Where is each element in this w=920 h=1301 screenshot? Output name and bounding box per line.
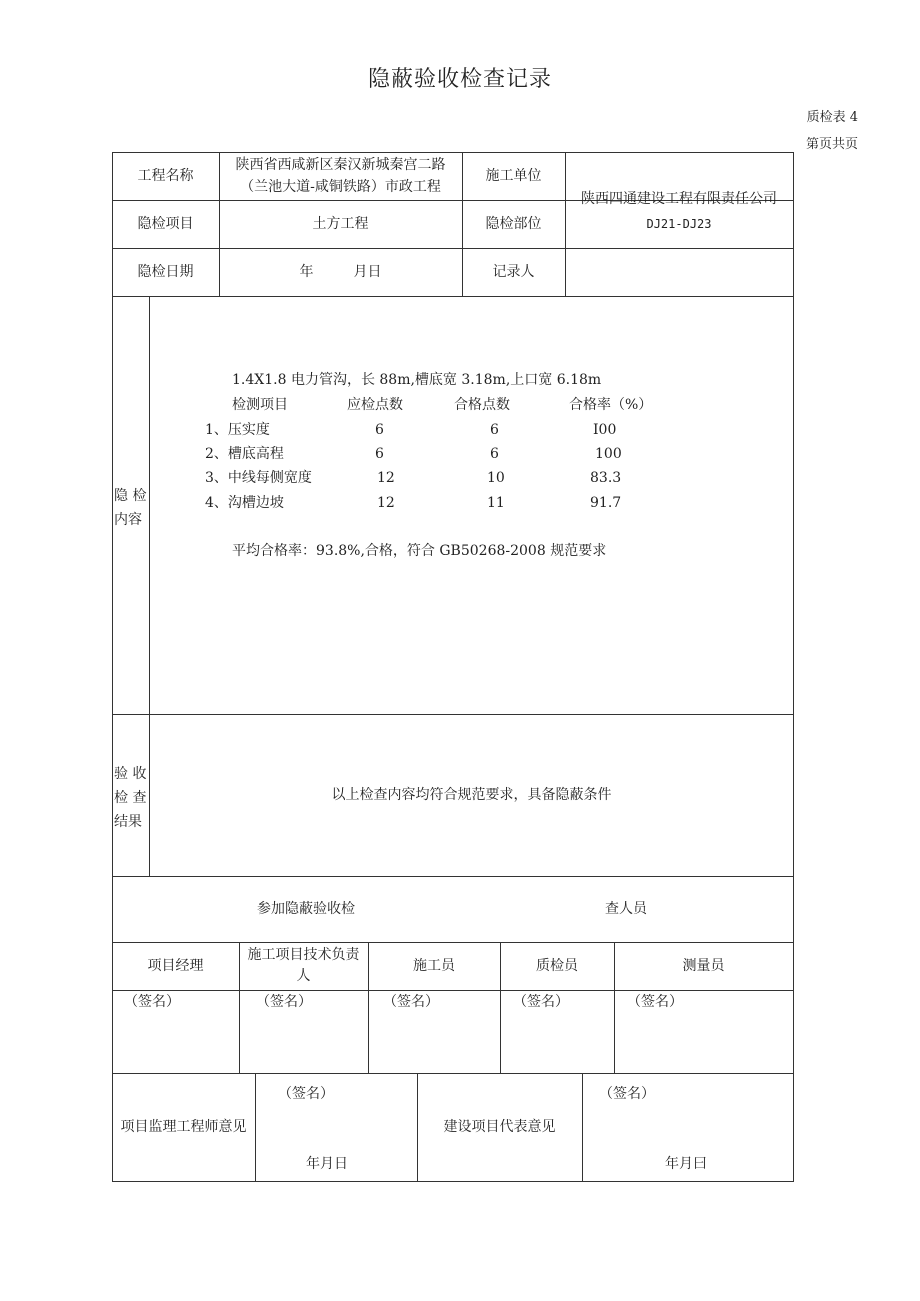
- table-row-rate: 91.7: [590, 495, 622, 511]
- content-label-line1: 隐 检: [114, 488, 147, 504]
- col-header-item: 检测项目: [232, 397, 288, 413]
- col-header-required: 应检点数: [347, 397, 403, 413]
- recorder-label: 记录人: [492, 264, 535, 280]
- owner-date: 年月曰: [665, 1156, 707, 1172]
- date-monthday: 月日: [353, 264, 382, 280]
- recorder-value: [565, 248, 793, 296]
- content-description: 1.4X1.8 电力管沟，长 88m,槽底宽 3.18m,上口宽 6.18m: [232, 372, 602, 388]
- content-section-label: [114, 484, 146, 532]
- table-row-passed: 6: [490, 422, 499, 438]
- supervisor-signature: （签名）: [278, 1086, 334, 1102]
- table-row-passed: 11: [487, 495, 505, 511]
- role-project-manager: 项目经理: [147, 958, 204, 974]
- table-row-required: 6: [375, 446, 384, 462]
- location-label: 隐检部位: [485, 216, 542, 232]
- table-row-rate: I00: [593, 422, 617, 438]
- role-technical-lead-line2: 人: [296, 968, 311, 984]
- signature-construction-worker: （签名）: [383, 994, 439, 1010]
- date-value: [219, 248, 462, 296]
- signature-technical-lead: （签名）: [256, 994, 312, 1010]
- item-label: 隐检项目: [137, 216, 194, 232]
- content-summary: 平均合格率：93.8%,合格，符合 GB50268-2008 规范要求: [232, 543, 607, 559]
- role-construction-worker: 施工员: [413, 958, 455, 974]
- role-technical-lead-line1: 施工项目技术负责: [247, 947, 360, 963]
- project-name-line1: 陕西省西咸新区秦汉新城秦宫二路: [235, 157, 446, 173]
- table-row-required: 12: [377, 470, 395, 486]
- table-row-rate: 100: [595, 446, 622, 462]
- col-header-passed: 合格点数: [454, 397, 510, 413]
- signature-surveyor: （签名）: [627, 994, 683, 1010]
- result-label-line3: 结果: [114, 814, 142, 830]
- date-year: 年: [299, 264, 314, 280]
- table-row-item: 4、沟槽边坡: [205, 495, 284, 511]
- project-name-value: [219, 152, 462, 200]
- contractor-value: 陕西四通建设工程有限责任公司: [581, 191, 777, 207]
- signature-project-manager: （签名）: [124, 994, 180, 1010]
- supervisor-opinion-label: 项目监理工程师意见: [120, 1119, 247, 1135]
- page-title: 隐蔽验收检查记录: [367, 67, 552, 92]
- contractor-label: 施工单位: [485, 168, 542, 184]
- table-row-passed: 10: [487, 470, 505, 486]
- result-label-line2: 检 查: [114, 790, 147, 806]
- form-number: 质检表 4: [806, 110, 858, 125]
- table-row-required: 12: [377, 495, 395, 511]
- project-name-label: 工程名称: [137, 168, 194, 184]
- table-row-item: 1、压实度: [205, 422, 270, 438]
- role-quality-inspector: 质检员: [536, 958, 578, 974]
- owner-signature: （签名）: [599, 1086, 655, 1102]
- supervisor-date: 年月日: [306, 1156, 348, 1172]
- item-value: 土方工程: [312, 216, 369, 232]
- signature-quality-inspector: （签名）: [513, 994, 569, 1010]
- page-number: 第页共页: [805, 137, 858, 152]
- table-row-required: 6: [375, 422, 384, 438]
- table-row-passed: 6: [490, 446, 499, 462]
- date-label: 隐检日期: [137, 264, 194, 280]
- role-surveyor: 测量员: [682, 958, 725, 974]
- result-section-label: [114, 762, 146, 834]
- table-row-item: 2、槽底高程: [205, 446, 284, 462]
- result-label-line1: 验 收: [114, 766, 147, 782]
- table-row-rate: 83.3: [590, 470, 622, 486]
- participants-heading-right: 查人员: [605, 901, 647, 917]
- owner-opinion-label: 建设项目代表意见: [443, 1119, 556, 1135]
- table-row-item: 3、中线每侧宽度: [205, 470, 312, 486]
- project-name-line2: （兰池大道-咸铜铁路）市政工程: [240, 179, 441, 195]
- participants-heading-left: 参加隐蔽验收检: [257, 901, 355, 917]
- col-header-rate: 合格率（%）: [569, 397, 653, 413]
- result-text: 以上检查内容均符合规范要求，具备隐蔽条件: [331, 787, 612, 803]
- role-technical-lead: [239, 942, 368, 990]
- location-value: DJ21-DJ23: [646, 217, 712, 231]
- content-label-line2: 内容: [114, 512, 142, 528]
